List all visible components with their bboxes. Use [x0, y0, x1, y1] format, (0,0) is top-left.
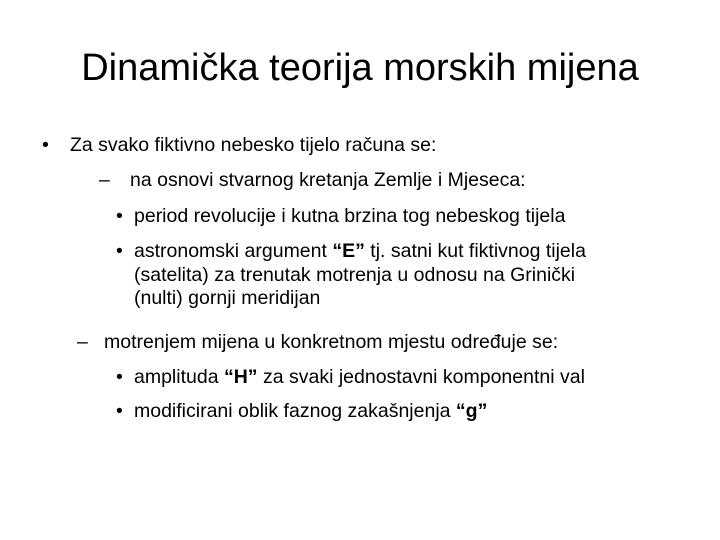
bullet-icon: •: [42, 134, 49, 156]
sub-point-1b: [134, 240, 586, 263]
sub-point-2b: [134, 400, 487, 423]
sub-point-2b-text: modificirani oblik faznog zakašnjenja: [134, 400, 456, 422]
sub-point-1b-text-start: astronomski argument: [134, 240, 333, 262]
dash-icon: –: [77, 331, 88, 353]
sub-point-1a: period revolucije i kutna brzina tog nebeskog tijela: [134, 205, 566, 227]
sub-point-1: na osnovi stvarnog kretanja Zemlje i Mjeseca:: [130, 169, 526, 191]
sub-point-2a: [134, 366, 585, 389]
sub-point-1b-line2: (satelita) za trenutak motrenja u odnosu na Grinički: [134, 264, 576, 286]
bullet-icon: •: [116, 205, 123, 227]
sub-point-1b-line3: (nulti) gornji meridijan: [134, 287, 321, 309]
main-point: Za svako fiktivno nebesko tijelo računa se:: [70, 134, 437, 156]
sub-point-1b-text-end: tj. satni kut fiktivnog tijela: [364, 240, 586, 262]
bullet-icon: •: [116, 400, 123, 422]
sub-point-2a-text-end: za svaki jednostavni komponentni val: [257, 366, 585, 388]
slide-title: Dinamička teorija morskih mijena: [81, 47, 639, 89]
bullet-icon: •: [116, 366, 123, 388]
sub-point-2a-text-start: amplituda: [134, 366, 224, 388]
symbol-H: “H”: [223, 366, 258, 388]
symbol-E: “E”: [332, 240, 365, 262]
sub-point-2: motrenjem mijena u konkretnom mjestu određuje se:: [104, 331, 559, 353]
dash-icon: –: [99, 169, 110, 191]
bullet-icon: •: [116, 240, 123, 262]
symbol-g: “g”: [455, 400, 488, 422]
